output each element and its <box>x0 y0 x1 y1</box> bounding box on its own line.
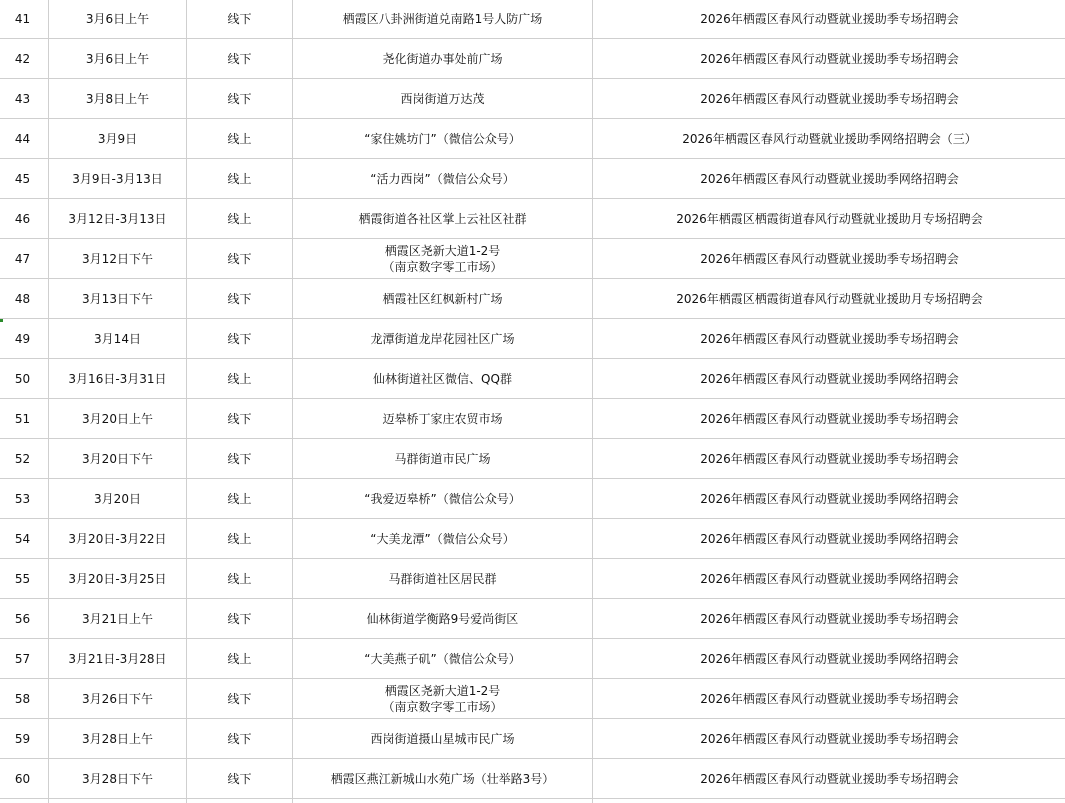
date-cell[interactable]: 3月28日上午 <box>49 719 187 759</box>
mode-cell[interactable]: 线上 <box>187 119 293 159</box>
event-name-cell[interactable]: 2026年栖霞区春风行动暨就业援助季专场招聘会 <box>593 599 1065 639</box>
event-name-cell[interactable]: 2026年栖霞区春风行动暨就业援助季专场招聘会 <box>593 0 1065 39</box>
mode-cell[interactable]: 线上 <box>187 639 293 679</box>
event-name-cell[interactable]: 2026年栖霞区春风行动暨就业援助季专场招聘会 <box>593 679 1065 719</box>
location-cell[interactable] <box>293 559 593 599</box>
table-row <box>0 239 1065 279</box>
location-line: “家住姚坊门”（微信公众号） <box>364 131 521 146</box>
table-row <box>0 199 1065 239</box>
mode-cell[interactable]: 线下 <box>187 279 293 319</box>
location-cell[interactable] <box>293 719 593 759</box>
mode-cell[interactable]: 线上 <box>187 199 293 239</box>
event-name-cell[interactable]: 2026年栖霞区春风行动暨就业援助季专场招聘会 <box>593 39 1065 79</box>
table-row <box>0 799 1065 803</box>
date-cell[interactable]: 3月20日 <box>49 479 187 519</box>
location-cell[interactable] <box>293 359 593 399</box>
table-row <box>0 519 1065 559</box>
row-number-cell[interactable]: 47 <box>0 239 49 279</box>
location-cell[interactable] <box>293 39 593 79</box>
location-line: 栖霞区八卦洲街道兑南路1号人防广场 <box>342 11 543 26</box>
row-number-cell[interactable]: 59 <box>0 719 49 759</box>
event-name-cell[interactable]: 2026年栖霞区春风行动暨就业援助季专场招聘会 <box>593 439 1065 479</box>
mode-cell[interactable]: 线下 <box>187 39 293 79</box>
mode-cell[interactable]: 线下 <box>187 759 293 799</box>
event-name-cell[interactable]: 2026年栖霞区春风行动暨就业援助季网络招聘会 <box>593 639 1065 679</box>
date-cell[interactable]: 3月14日 <box>49 319 187 359</box>
row-number-cell[interactable]: 58 <box>0 679 49 719</box>
date-cell[interactable]: 3月26日下午 <box>49 679 187 719</box>
table-row <box>0 319 1065 359</box>
table-row <box>0 479 1065 519</box>
date-cell[interactable]: 3月8日上午 <box>49 79 187 119</box>
row-number-cell[interactable]: 46 <box>0 199 49 239</box>
mode-cell[interactable]: 线上 <box>187 479 293 519</box>
table-row <box>0 439 1065 479</box>
mode-cell[interactable]: 线上 <box>187 159 293 199</box>
location-line: “我爱迈皋桥”（微信公众号） <box>364 491 521 506</box>
date-cell[interactable]: 3月6日上午 <box>49 0 187 39</box>
event-name-cell[interactable]: 2026年栖霞区春风行动暨就业援助季网络招聘会 <box>593 519 1065 559</box>
location-cell[interactable] <box>293 479 593 519</box>
row-number-cell[interactable]: 56 <box>0 599 49 639</box>
row-number-cell[interactable]: 50 <box>0 359 49 399</box>
location-line: 马群街道社区居民群 <box>388 571 497 586</box>
date-cell[interactable]: 3月9日-3月13日 <box>49 159 187 199</box>
location-line: 迈皋桥丁家庄农贸市场 <box>382 411 503 426</box>
location-line: 尧化街道办事处前广场 <box>382 51 503 66</box>
location-cell[interactable] <box>293 119 593 159</box>
date-cell[interactable]: 3月20日-3月22日 <box>49 519 187 559</box>
event-name-cell[interactable]: 2026年栖霞区栖霞街道春风行动暨就业援助月专场招聘会 <box>593 279 1065 319</box>
location-line: “活力西岗”（微信公众号） <box>370 171 515 186</box>
date-cell[interactable]: 3月20日-3月25日 <box>49 559 187 599</box>
row-number-cell[interactable]: 41 <box>0 0 49 39</box>
row-number-cell[interactable]: 43 <box>0 79 49 119</box>
location-line: “大美燕子矶”（微信公众号） <box>364 651 521 666</box>
location-cell[interactable] <box>293 399 593 439</box>
row-number-cell[interactable]: 53 <box>0 479 49 519</box>
mode-cell[interactable]: 线下 <box>187 79 293 119</box>
date-cell[interactable]: 3月12日下午 <box>49 239 187 279</box>
row-number-cell[interactable]: 51 <box>0 399 49 439</box>
date-cell[interactable]: 3月28日下午 <box>49 759 187 799</box>
location-cell[interactable] <box>293 279 593 319</box>
date-cell[interactable]: 3月20日上午 <box>49 399 187 439</box>
location-cell[interactable] <box>293 239 593 279</box>
row-number-cell[interactable]: 44 <box>0 119 49 159</box>
row-number-cell[interactable]: 49 <box>0 319 49 359</box>
date-cell[interactable]: 3月21日-3月28日 <box>49 639 187 679</box>
location-line: 仙林街道社区微信、QQ群 <box>373 371 512 386</box>
mode-cell[interactable]: 线下 <box>187 719 293 759</box>
location-cell[interactable] <box>293 519 593 559</box>
date-cell[interactable]: 3月16日-3月31日 <box>49 359 187 399</box>
row-number-cell[interactable]: 42 <box>0 39 49 79</box>
event-name-cell[interactable]: 2026年栖霞区春风行动暨就业援助季专场招聘会 <box>593 319 1065 359</box>
date-cell[interactable]: 3月13日下午 <box>49 279 187 319</box>
date-cell[interactable]: 3月21日上午 <box>49 599 187 639</box>
mode-cell[interactable] <box>187 799 293 803</box>
table-row <box>0 79 1065 119</box>
mode-cell[interactable]: 线下 <box>187 0 293 39</box>
row-number-cell[interactable]: 45 <box>0 159 49 199</box>
location-cell[interactable] <box>293 439 593 479</box>
date-cell[interactable]: 3月9日 <box>49 119 187 159</box>
location-line: 栖霞街道各社区掌上云社区社群 <box>358 211 527 226</box>
location-cell[interactable] <box>293 639 593 679</box>
table-row <box>0 759 1065 799</box>
location-cell[interactable] <box>293 679 593 719</box>
location-cell[interactable] <box>293 79 593 119</box>
event-name-cell[interactable]: 2026年栖霞区栖霞街道春风行动暨就业援助月专场招聘会 <box>593 199 1065 239</box>
table-row <box>0 719 1065 759</box>
location-line: 栖霞区尧新大道1-2号 <box>384 683 501 698</box>
location-cell[interactable] <box>293 759 593 799</box>
event-name-cell[interactable]: 2026年栖霞区春风行动暨就业援助季专场招聘会 <box>593 759 1065 799</box>
row-number-cell[interactable] <box>0 799 49 803</box>
mode-cell[interactable]: 线下 <box>187 399 293 439</box>
mode-cell[interactable]: 线下 <box>187 439 293 479</box>
event-name-cell[interactable]: 2026年栖霞区春风行动暨就业援助季专场招聘会 <box>593 719 1065 759</box>
event-name-cell[interactable] <box>593 799 1065 803</box>
location-cell[interactable] <box>293 599 593 639</box>
location-line: （南京数字零工市场） <box>382 259 503 274</box>
event-name-cell[interactable]: 2026年栖霞区春风行动暨就业援助季专场招聘会 <box>593 79 1065 119</box>
date-cell[interactable]: 3月12日-3月13日 <box>49 199 187 239</box>
location-line: 栖霞区尧新大道1-2号 <box>384 243 501 258</box>
event-name-cell[interactable]: 2026年栖霞区春风行动暨就业援助季网络招聘会 <box>593 479 1065 519</box>
event-name-cell[interactable]: 2026年栖霞区春风行动暨就业援助季专场招聘会 <box>593 399 1065 439</box>
location-cell[interactable] <box>293 199 593 239</box>
table-row <box>0 0 1065 39</box>
row-number-cell[interactable]: 54 <box>0 519 49 559</box>
mode-cell[interactable]: 线下 <box>187 319 293 359</box>
row-number-cell[interactable]: 55 <box>0 559 49 599</box>
row-number-cell[interactable]: 57 <box>0 639 49 679</box>
table-row <box>0 279 1065 319</box>
location-cell[interactable] <box>293 319 593 359</box>
location-line: 龙潭街道龙岸花园社区广场 <box>370 331 515 346</box>
table-row <box>0 159 1065 199</box>
location-line: 西岗街道摄山星城市民广场 <box>370 731 515 746</box>
table-row <box>0 119 1065 159</box>
location-line: “大美龙潭”（微信公众号） <box>370 531 515 546</box>
location-cell[interactable] <box>293 0 593 39</box>
location-line: 西岗街道万达茂 <box>400 91 485 106</box>
row-number-cell[interactable]: 60 <box>0 759 49 799</box>
location-line: 马群街道市民广场 <box>394 451 491 466</box>
date-cell[interactable]: 3月20日下午 <box>49 439 187 479</box>
event-name-cell[interactable]: 2026年栖霞区春风行动暨就业援助季网络招聘会 <box>593 559 1065 599</box>
event-name-cell[interactable]: 2026年栖霞区春风行动暨就业援助季专场招聘会 <box>593 239 1065 279</box>
event-name-cell[interactable]: 2026年栖霞区春风行动暨就业援助季网络招聘会（三） <box>593 119 1065 159</box>
table-row <box>0 399 1065 439</box>
location-line: 栖霞社区红枫新村广场 <box>382 291 503 306</box>
date-cell[interactable]: 3月6日上午 <box>49 39 187 79</box>
mode-cell[interactable]: 线上 <box>187 519 293 559</box>
location-line: 栖霞区燕江新城山水苑广场（壮举路3号） <box>330 771 555 786</box>
table-row <box>0 639 1065 679</box>
event-name-cell[interactable]: 2026年栖霞区春风行动暨就业援助季网络招聘会 <box>593 359 1065 399</box>
cell-selection-marker <box>0 319 3 322</box>
table-row <box>0 359 1065 399</box>
event-name-cell[interactable]: 2026年栖霞区春风行动暨就业援助季网络招聘会 <box>593 159 1065 199</box>
table-row <box>0 599 1065 639</box>
mode-cell[interactable]: 线下 <box>187 599 293 639</box>
mode-cell[interactable]: 线上 <box>187 359 293 399</box>
row-number-cell[interactable]: 48 <box>0 279 49 319</box>
table-row <box>0 39 1065 79</box>
mode-cell[interactable]: 线上 <box>187 559 293 599</box>
table-row <box>0 679 1065 719</box>
location-line: 仙林街道学衡路9号爱尚街区 <box>366 611 519 626</box>
mode-cell[interactable]: 线下 <box>187 239 293 279</box>
table-row <box>0 559 1065 599</box>
location-line: （南京数字零工市场） <box>382 699 503 714</box>
date-cell[interactable] <box>49 799 187 803</box>
location-cell[interactable] <box>293 159 593 199</box>
mode-cell[interactable]: 线下 <box>187 679 293 719</box>
row-number-cell[interactable]: 52 <box>0 439 49 479</box>
location-cell[interactable] <box>293 799 593 803</box>
